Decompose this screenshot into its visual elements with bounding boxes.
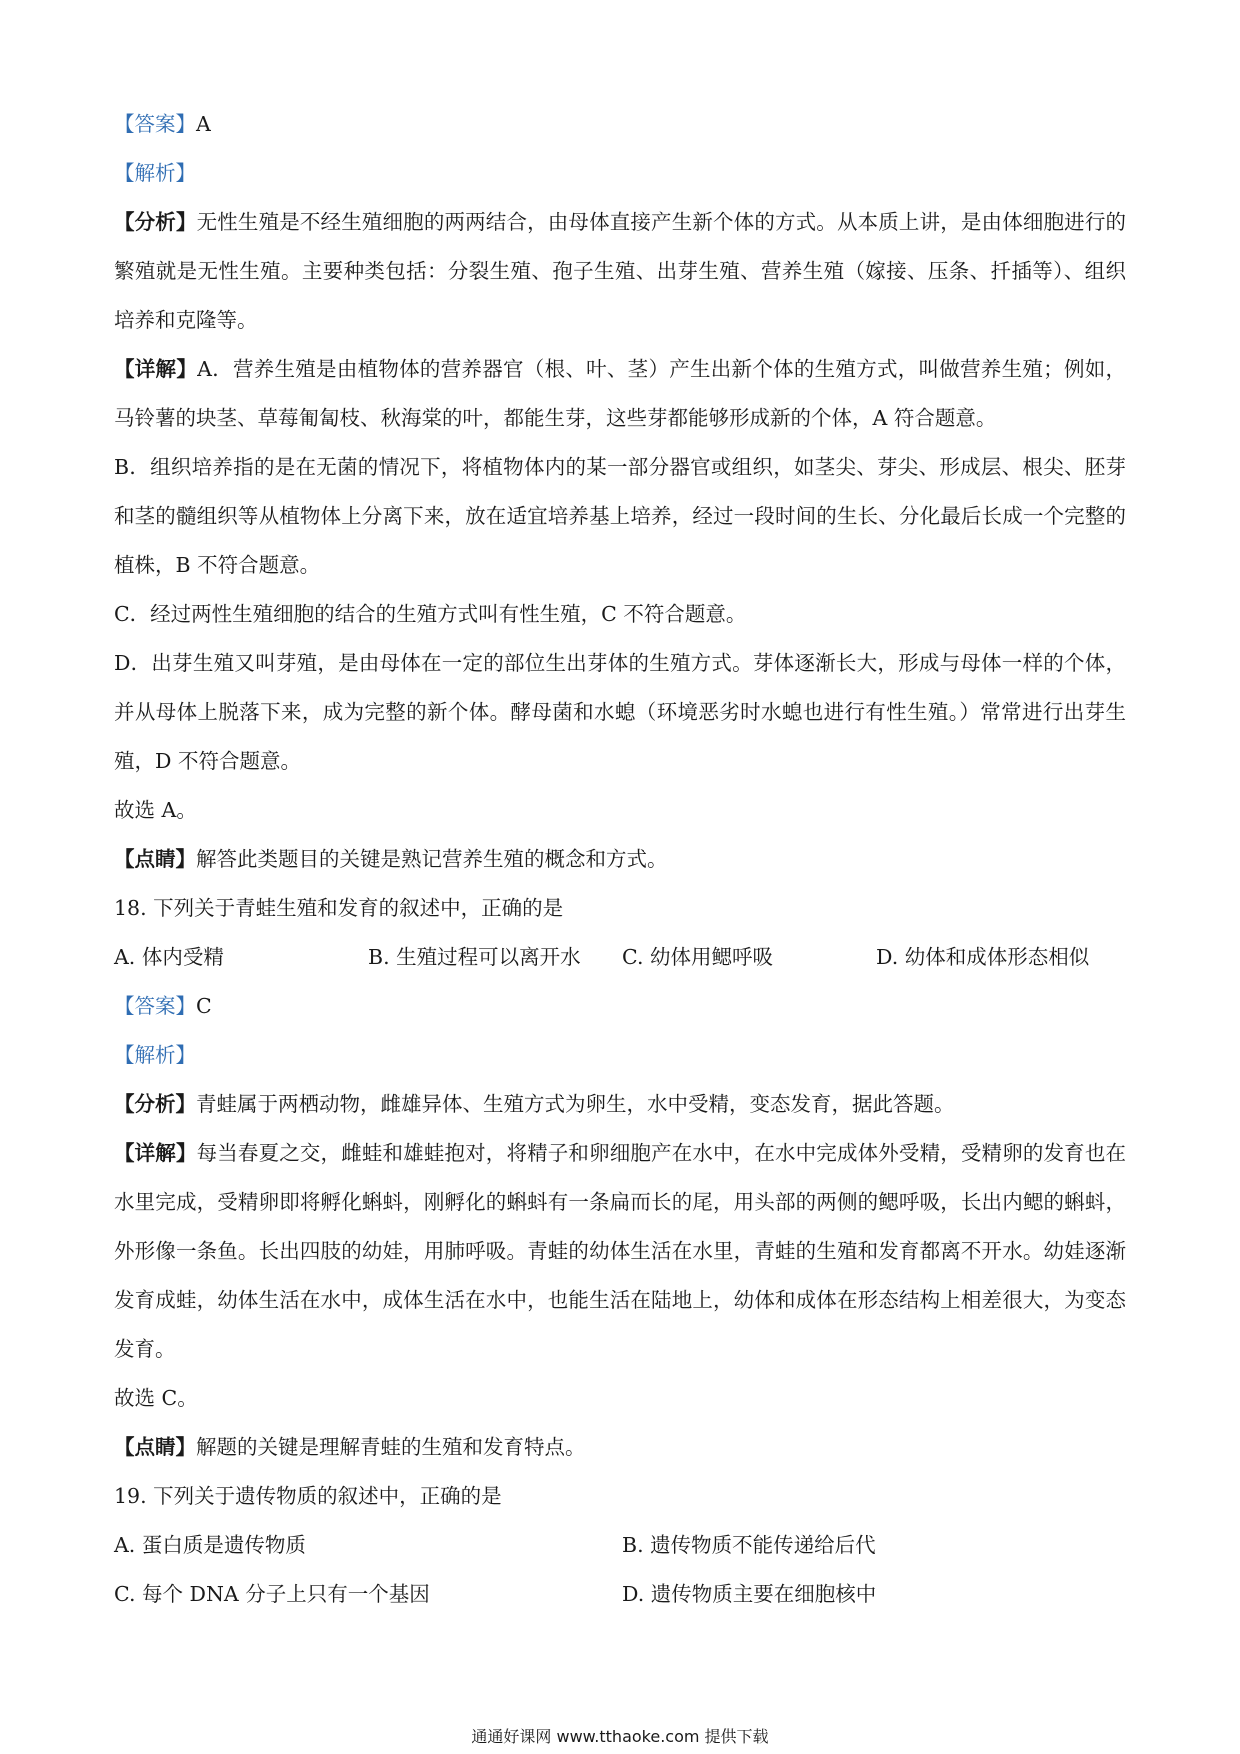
answer-tag: 【答案】	[114, 994, 196, 1018]
dianjing-text: 解答此类题目的关键是熟记营养生殖的概念和方式。	[196, 847, 668, 871]
option-c: C. 幼体用鳃呼吸	[622, 945, 773, 969]
dianjing-text: 解题的关键是理解青蛙的生殖和发育特点。	[196, 1435, 586, 1459]
answer-line	[114, 100, 1126, 149]
option-b: B. 遗传物质不能传递给后代	[622, 1533, 876, 1557]
question-19-options-row-2	[114, 1570, 1126, 1619]
question-19-options-row-1	[114, 1521, 1126, 1570]
page-footer: 通通好课网 www.tthaoke.com 提供下载	[471, 1727, 769, 1746]
option-b: B. 生殖过程可以离开水	[368, 945, 581, 969]
fenxi-tag: 【分析】	[114, 210, 197, 234]
xiangjie-tag: 【详解】	[114, 357, 198, 381]
dianjing-paragraph	[114, 1423, 1126, 1472]
answer-value: A	[196, 112, 211, 136]
xiangjie-paragraph	[114, 345, 1126, 443]
fenxi-paragraph	[114, 1080, 1126, 1129]
question-19-stem: 19. 下列关于遗传物质的叙述中，正确的是	[114, 1484, 502, 1508]
question-18-options	[114, 933, 1126, 982]
option-b-explanation: B．组织培养指的是在无菌的情况下，将植物体内的某一部分器官或组织，如茎尖、芽尖、形成层、根尖、胚芽和茎的髓组织等从植物体上分离下来，放在适宜培养基上培养，经过一段时间的生长、分化最后长成一个完整的植株，B 不符合题意。	[114, 455, 1126, 577]
analysis-tag: 【解析】	[114, 1043, 196, 1067]
option-d: D. 幼体和成体形态相似	[876, 945, 1090, 969]
answer-line	[114, 982, 1126, 1031]
option-c: C. 每个 DNA 分子上只有一个基因	[114, 1582, 430, 1606]
fenxi-paragraph	[114, 198, 1126, 345]
conclusion: 故选 A。	[114, 798, 197, 822]
question-18-stem: 18. 下列关于青蛙生殖和发育的叙述中，正确的是	[114, 896, 564, 920]
xiangjie-text: A．营养生殖是由植物体的营养器官（根、叶、茎）产生出新个体的生殖方式，叫做营养生殖；例如，马铃薯的块茎、草莓匍匐枝、秋海棠的叶，都能生芽，这些芽都能够形成新的个体，A 符合题意。	[114, 357, 1126, 430]
answer-value: C	[196, 994, 212, 1018]
option-a: A. 蛋白质是遗传物质	[114, 1533, 306, 1557]
analysis-heading	[114, 1031, 1126, 1080]
fenxi-text: 青蛙属于两栖动物，雌雄异体、生殖方式为卵生，水中受精，变态发育，据此答题。	[196, 1092, 955, 1116]
option-a: A. 体内受精	[114, 945, 224, 969]
fenxi-text: 无性生殖是不经生殖细胞的两两结合，由母体直接产生新个体的方式。从本质上讲，是由体细胞进行的繁殖就是无性生殖。主要种类包括：分裂生殖、孢子生殖、出芽生殖、营养生殖（嫁接、压条、扦插等）、组织培养和克隆等。	[114, 210, 1126, 332]
option-d-explanation: D．出芽生殖又叫芽殖，是由母体在一定的部位生出芽体的生殖方式。芽体逐渐长大，形成与母体一样的个体，并从母体上脱落下来，成为完整的新个体。酵母菌和水螅（环境恶劣时水螅也进行有性生殖。）常常进行出芽生殖，D 不符合题意。	[114, 651, 1126, 773]
dianjing-tag: 【点睛】	[114, 847, 196, 871]
fenxi-tag: 【分析】	[114, 1092, 196, 1116]
answer-tag: 【答案】	[114, 112, 196, 136]
dianjing-paragraph	[114, 835, 1126, 884]
analysis-heading	[114, 149, 1126, 198]
xiangjie-paragraph	[114, 1129, 1126, 1374]
conclusion: 故选 C。	[114, 1386, 198, 1410]
xiangjie-tag: 【详解】	[114, 1141, 197, 1165]
xiangjie-text: 每当春夏之交，雌蛙和雄蛙抱对，将精子和卵细胞产在水中，在水中完成体外受精，受精卵的发育也在水里完成，受精卵即将孵化蝌蚪，刚孵化的蝌蚪有一条扁而长的尾，用头部的两侧的鳃呼吸，长出内鳃的蝌蚪，外形像一条鱼。长出四肢的幼娃，用肺呼吸。青蛙的幼体生活在水里，青蛙的生殖和发育都离不开水。幼娃逐渐发育成蛙，幼体生活在水中，成体生活在水中，也能生活在陆地上，幼体和成体在形态结构上相差很大，为变态发育。	[114, 1141, 1126, 1361]
option-c-explanation: C．经过两性生殖细胞的结合的生殖方式叫有性生殖，C 不符合题意。	[114, 602, 747, 626]
dianjing-tag: 【点睛】	[114, 1435, 196, 1459]
option-d: D. 遗传物质主要在细胞核中	[622, 1582, 877, 1606]
document-page	[114, 100, 1126, 1619]
analysis-tag: 【解析】	[114, 161, 196, 185]
